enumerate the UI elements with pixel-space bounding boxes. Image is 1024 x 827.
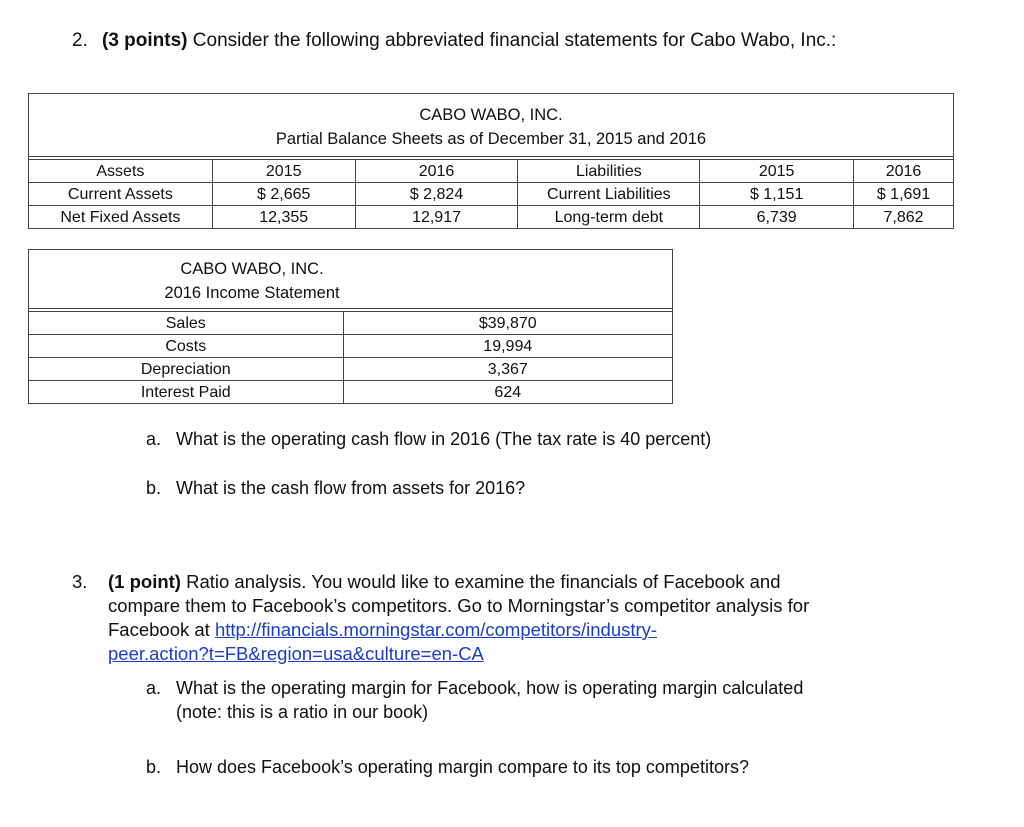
- sub-label: a.: [146, 678, 162, 698]
- table-cell: Long-term debt: [518, 206, 700, 229]
- table-cell: Costs: [29, 335, 344, 358]
- income-statement-caption: [29, 250, 673, 309]
- table-cell: $39,870: [343, 312, 672, 335]
- table-cell: 624: [343, 381, 672, 404]
- income-statement-company: CABO WABO, INC.: [180, 260, 324, 278]
- header-cell: Assets: [29, 160, 213, 183]
- question-2-text: Consider the following abbreviated financial statements for Cabo Wabo, Inc.:: [192, 30, 837, 51]
- table-cell: $ 1,151: [700, 183, 854, 206]
- question-3-points: (1 point): [108, 571, 181, 592]
- table-cell: 3,367: [343, 358, 672, 381]
- table-row: [29, 381, 673, 404]
- sub-text: What is the operating cash flow in 2016 (The tax rate is 40 percent): [176, 429, 712, 449]
- table-cell: 7,862: [854, 206, 954, 229]
- balance-sheet-caption: [29, 94, 954, 157]
- sub-label: b.: [146, 478, 162, 498]
- balance-sheet-title: Partial Balance Sheets as of December 31, 2015 and 2016: [275, 130, 707, 148]
- header-cell: Liabilities: [518, 160, 700, 183]
- question-2-heading: [72, 29, 836, 53]
- table-cell: $ 1,691: [854, 183, 954, 206]
- header-cell: 2016: [854, 160, 954, 183]
- sub-label: b.: [146, 757, 162, 777]
- table-cell: 6,739: [700, 206, 854, 229]
- question-3-line: compare them to Facebook’s competitors. Go to Morningstar’s competitor analysis for: [108, 595, 810, 616]
- sub-text: What is the cash flow from assets for 2016?: [176, 478, 526, 498]
- income-statement-table: [28, 249, 673, 404]
- question-2-points: (3 points): [102, 30, 188, 51]
- question-2b: [146, 476, 525, 500]
- table-cell: Interest Paid: [29, 381, 344, 404]
- table-row: [29, 183, 954, 206]
- question-3-line: [72, 570, 972, 594]
- table-row: [29, 358, 673, 381]
- table-cell: Net Fixed Assets: [29, 206, 213, 229]
- table-cell: Current Liabilities: [518, 183, 700, 206]
- balance-sheet-table: [28, 93, 954, 229]
- morningstar-link-continued[interactable]: peer.action?t=FB&region=usa&culture=en-CA: [108, 643, 484, 664]
- table-cell: 12,355: [212, 206, 355, 229]
- sub-text: What is the operating margin for Facebook, how is operating margin calculated: [176, 678, 804, 698]
- header-cell: 2015: [700, 160, 854, 183]
- table-cell: $ 2,824: [355, 183, 518, 206]
- question-3-number: 3.: [72, 571, 88, 592]
- question-3b: [146, 755, 749, 779]
- sub-label: a.: [146, 429, 162, 449]
- balance-sheet-header-row: [29, 160, 954, 183]
- balance-sheet-company: CABO WABO, INC.: [419, 106, 563, 124]
- table-cell: 19,994: [343, 335, 672, 358]
- question-3a: [146, 676, 803, 724]
- question-3-line: [72, 642, 972, 666]
- table-cell: Depreciation: [29, 358, 344, 381]
- table-cell: $ 2,665: [212, 183, 355, 206]
- question-2a: [146, 427, 711, 451]
- income-statement-title: 2016 Income Statement: [164, 284, 340, 302]
- sub-text: How does Facebook’s operating margin compare to its top competitors?: [176, 757, 749, 777]
- sub-text: (note: this is a ratio in our book): [176, 702, 429, 722]
- table-cell: Sales: [29, 312, 344, 335]
- question-3-text: Facebook at: [108, 619, 215, 640]
- morningstar-link[interactable]: http://financials.morningstar.com/competitors/industry-: [214, 619, 658, 640]
- question-2-number: 2.: [72, 30, 88, 51]
- question-3-line: [72, 618, 972, 642]
- header-cell: 2015: [212, 160, 355, 183]
- question-3: [72, 570, 972, 666]
- table-cell: Current Assets: [29, 183, 213, 206]
- table-row: [29, 312, 673, 335]
- table-row: [29, 206, 954, 229]
- table-row: [29, 335, 673, 358]
- question-3-text: Ratio analysis. You would like to examine the financials of Facebook and: [186, 571, 781, 592]
- table-cell: 12,917: [355, 206, 518, 229]
- header-cell: 2016: [355, 160, 518, 183]
